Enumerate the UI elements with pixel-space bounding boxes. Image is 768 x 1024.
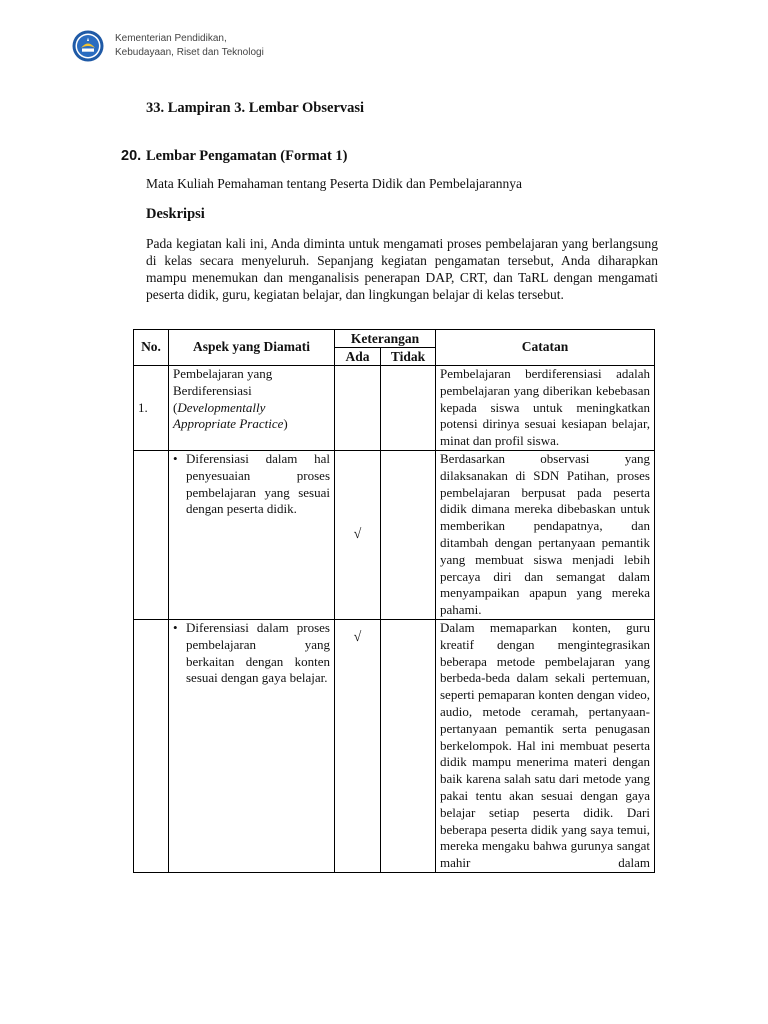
table-row (134, 450, 655, 619)
row-number (134, 619, 169, 872)
row-number (134, 450, 169, 619)
table-row (134, 366, 655, 451)
aspect-cell (169, 366, 335, 451)
ministry-line-1: Kementerian Pendidikan, (115, 33, 227, 44)
header-tidak: Tidak (381, 348, 436, 366)
ada-check-mark: √ (335, 619, 381, 872)
tidak-cell (381, 619, 436, 872)
description-heading: Deskripsi (146, 206, 205, 222)
header-aspect: Aspek yang Diamati (169, 330, 335, 366)
row-number: 1. (134, 366, 169, 451)
subsection-title: Lembar Pengamatan (Format 1) (146, 148, 348, 164)
note-text: Pembelajaran berdiferensiasi adalah pembelajaran yang diberikan kebebasan kepada siswa untuk meningkatkan potensi dirinya sesuai kesiapan belajar, minat dan profil siswa. (440, 366, 650, 449)
section-title: 33. Lampiran 3. Lembar Observasi (146, 100, 365, 116)
course-name: Mata Kuliah Pemahaman tentang Peserta Didik dan Pembelajarannya (146, 176, 523, 191)
aspect-bullet-item (173, 620, 330, 687)
aspect-text: Diferensiasi dalam proses pembelajaran yang berkaitan dengan konten sesuai dengan gaya belajar. (186, 619, 330, 686)
aspect-cell (169, 450, 335, 619)
page-header (72, 30, 264, 62)
tidak-cell (381, 450, 436, 619)
header-no: No. (134, 330, 169, 366)
tut-wuri-handayani-logo-icon (72, 30, 104, 62)
aspect-italic-text: Developmentally Appropriate Practice (173, 399, 284, 432)
aspect-italic-line (173, 400, 330, 434)
aspect-line: Berdiferensiasi (173, 382, 252, 398)
header-ada: Ada (335, 348, 381, 366)
header-catatan: Catatan (436, 330, 655, 366)
paren-open: ( (173, 399, 178, 415)
table-row (134, 619, 655, 872)
description-paragraph: Pada kegiatan kali ini, Anda diminta untuk mengamati proses pembelajaran yang berlangsung di kelas secara menyeluruh. Sepanjang kegiatan pengamatan tersebut, Anda diharapkan mampu menemukan dan menganalisis penerapan DAP, CRT, dan TaRL dengan mengamati peserta didik, guru, kegiatan belajar, dan lingkungan belajar di kelas tersebut. (146, 236, 658, 302)
note-cell (436, 619, 655, 872)
bullet-icon: • (173, 619, 178, 635)
ministry-name (115, 32, 264, 60)
aspect-line: Pembelajaran yang (173, 366, 273, 381)
note-text: Berdasarkan observasi yang dilaksanakan di SDN Patihan, proses pembelajaran berpusat pada peserta didik dimana mereka dibebaskan untuk memberikan pendapatnya, dan ditambah dengan pertanyaan pemantik yang membuat siswa menjadi lebih percaya diri dan semangat dalam menyampaikan apapun yang mereka pahami. (440, 450, 650, 618)
ada-check-mark: √ (335, 450, 381, 619)
bullet-icon: • (173, 450, 178, 466)
aspect-cell (169, 619, 335, 872)
aspect-bullet-item (173, 451, 330, 518)
note-cell (436, 450, 655, 619)
paren-close: ) (283, 416, 288, 432)
aspect-text: Diferensiasi dalam hal penyesuaian proses pembelajaran yang sesuai dengan peserta didik. (186, 450, 330, 517)
subsection-number: 20. (121, 148, 142, 164)
note-text: Dalam memaparkan konten, guru kreatif dengan mengintegrasikan beberapa metode pembelajaran yang berbeda-beda dalam sekali pertemuan, seperti pemaparan konten dengan video, audio, metode ceramah, pertanyaan-pertanyaan pemantik serta penugasan berkelompok. Hal ini membuat peserta didik mampu menerima materi dengan baik karena salah satu dari metode yang pakai tentu akan sesuai dengan gaya belajar setiap peserta didik. Dari beberapa peserta didik yang saya temui, mereka mengaku bahwa gurunya sangat mahir dalam (440, 619, 650, 871)
header-keterangan: Keterangan (335, 330, 436, 348)
ministry-line-2: Kebudayaan, Riset dan Teknologi (115, 47, 264, 58)
observation-table (133, 329, 655, 873)
tidak-cell (381, 366, 436, 451)
note-cell (436, 366, 655, 451)
ada-cell (335, 366, 381, 451)
